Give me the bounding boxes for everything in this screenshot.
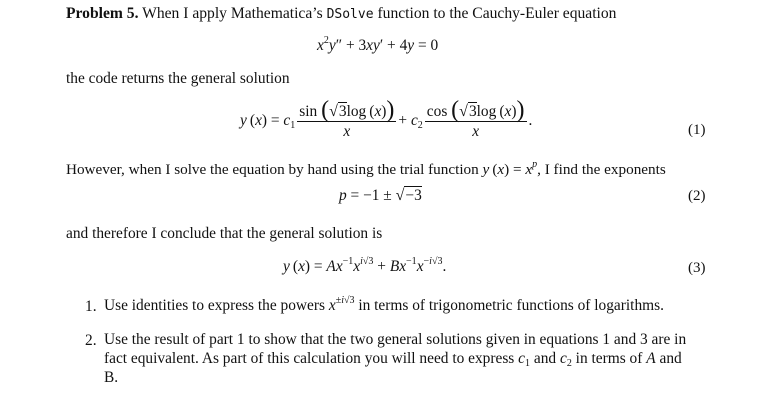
- task-1-number: 1.: [85, 298, 97, 315]
- task-1-text-start: Use identities to express the powers: [104, 297, 325, 314]
- problem-label: Problem 5.: [66, 5, 139, 22]
- task-2-number: 2.: [85, 332, 97, 349]
- by-hand-text-start: However, when I solve the equation by hand using the trial function: [66, 161, 479, 178]
- task-2-line-3: B.: [104, 369, 119, 386]
- cauchy-euler-equation: $x^2y'' + 3xy' + 4y = 0$: [317, 35, 439, 54]
- task-1-text-end: in terms of trigonometric functions of logarithms.: [358, 297, 664, 314]
- general-solution-intro: the code returns the general solution: [66, 70, 290, 87]
- equation-2: p = −1 ± √−3: [339, 187, 422, 204]
- task-2-line-1: Use the result of part 1 to show that the two general solutions given in equations 1 and 3 are in: [104, 331, 687, 348]
- by-hand-text: However, when I solve the equation by hand using the trial function y $(x) = x^p$, I find the exponents: [66, 159, 666, 178]
- task-2-line-2: fact equivalent. As part of this calculation you will need to express $c_1$ and $c_2$ in terms of A and: [104, 350, 682, 369]
- task-2-line-2-start: fact equivalent. As part of this calculation you will need to express: [104, 350, 515, 367]
- intro-text-end: function to the Cauchy-Euler equation: [377, 5, 617, 22]
- conclude-text: and therefore I conclude that the general solution is: [66, 225, 383, 242]
- equation-number-1: (1): [688, 122, 706, 138]
- task-2-line-2-and-2: and: [659, 350, 682, 367]
- equation-number-3: (3): [688, 260, 706, 276]
- task-2-line-2-and: and: [533, 350, 557, 367]
- problem-statement: [66, 6, 616, 22]
- task-1-text: Use identities to express the powers $x^{\pm i√3}$ in terms of trigonometric functions of logarithms.: [104, 295, 664, 314]
- equation-number-2: (2): [688, 188, 706, 204]
- code-dsolve: DSolve: [326, 7, 374, 22]
- equation-1: y $(x) = c_1$ $\frac{\sin (√3\log (x))}{x}$ + $c_2$ $\frac{\cos (√3\log (x))}{x}$ .: [240, 97, 533, 140]
- equation-3: y $(x) = Ax^{-1}x^{i√3} + Bx^{-1}x^{-i√3}$.: [283, 256, 447, 275]
- by-hand-text-end: , I find the exponents: [537, 161, 666, 178]
- intro-text: When I apply Mathematica’s: [142, 5, 323, 22]
- task-2-line-2-in-terms: in terms of: [575, 350, 643, 367]
